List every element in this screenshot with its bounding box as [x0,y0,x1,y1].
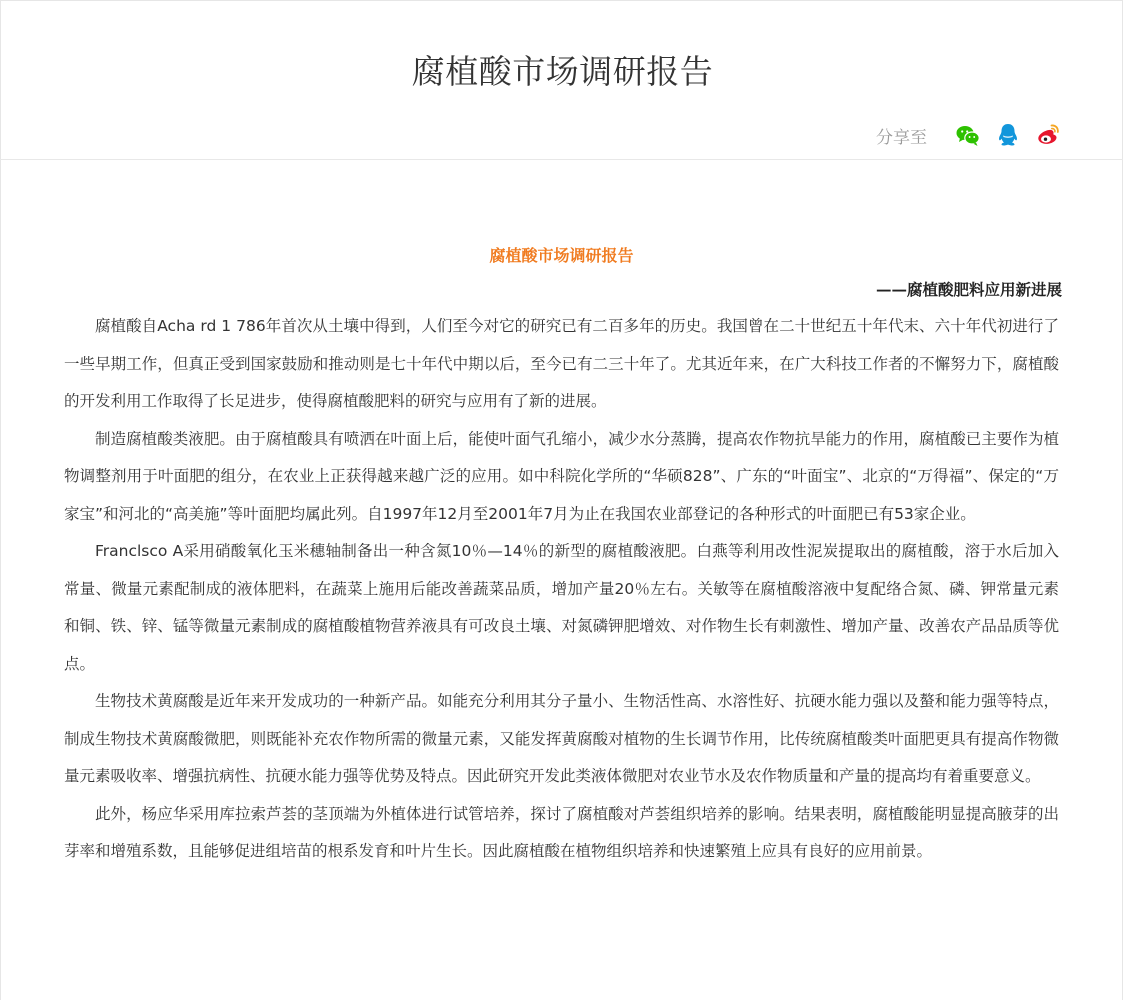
share-label: 分享至 [876,127,927,148]
share-bar [876,120,1061,150]
article-paragraph: 制造腐植酸类液肥。由于腐植酸具有喷洒在叶面上后，能使叶面气孔缩小，减少水分蒸腾，提高农作物抗旱能力的作用，腐植酸已主要作为植物调整剂用于叶面肥的组分，在农业上正获得越来越广泛的应用。如中科院化学所的“华硕828”、广东的“叶面宝”、北京的“万得福”、保定的“万家宝”和河北的“高美施”等叶面肥均属此列。自1997年12月至2001年7月为止在我国农业部登记的各种形式的叶面肥已有53家企业。 [64,429,1059,523]
article-body [64,240,1062,871]
weibo-icon[interactable] [1035,122,1061,148]
article-subtitle: ——腐植酸肥料应用新进展 [875,280,1062,299]
qq-icon[interactable] [995,122,1021,148]
page-header [0,0,1123,160]
article-title: 腐植酸市场调研报告 [489,246,634,265]
article-paragraph: 腐植酸自Acha rd 1 786年首次从土壤中得到，人们至今对它的研究已有二百多年的历史。我国曾在二十世纪五十年代末、六十年代初进行了一些早期工作，但真正受到国家鼓励和推动则是七十年代中期以后，至今已有二三十年了。尤其近年来，在广大科技工作者的不懈努力下，腐植酸的开发利用工作取得了长足进步，使得腐植酸肥料的研究与应用有了新的进展。 [64,317,1059,410]
page-title: 腐植酸市场调研报告 [411,52,714,91]
wechat-icon[interactable] [955,122,981,148]
article-paragraph: Franclsco A采用硝酸氧化玉米穗轴制备出一种含氮10％—14％的新型的腐植酸液肥。白燕等利用改性泥炭提取出的腐植酸，溶于水后加入常量、微量元素配制成的液体肥料，在蔬菜上施用后能改善蔬菜品质，增加产量20％左右。关敏等在腐植酸溶液中复配络合氮、磷、钾常量元素和铜、铁、锌、锰等微量元素制成的腐植酸植物营养液具有可改良土壤、对氮磷钾肥增效、对作物生长有刺激性、增加产量、改善农产品品质等优点。 [64,542,1059,673]
article-paragraph: 生物技术黄腐酸是近年来开发成功的一种新产品。如能充分利用其分子量小、生物活性高、水溶性好、抗硬水能力强以及螯和能力强等特点，制成生物技术黄腐酸微肥，则既能补充农作物所需的微量元素，又能发挥黄腐酸对植物的生长调节作用，比传统腐植酸类叶面肥更具有提高作物微量元素吸收率、增强抗病性、抗硬水能力强等优势及特点。因此研究开发此类液体微肥对农业节水及农作物质量和产量的提高均有着重要意义。 [64,692,1059,785]
article-paragraph: 此外，杨应华采用库拉索芦荟的茎顶端为外植体进行试管培养，探讨了腐植酸对芦荟组织培养的影响。结果表明，腐植酸能明显提高腋芽的出芽率和增殖系数，且能够促进组培苗的根系发育和叶片生长。因此腐植酸在植物组织培养和快速繁殖上应具有良好的应用前景。 [64,804,1059,860]
